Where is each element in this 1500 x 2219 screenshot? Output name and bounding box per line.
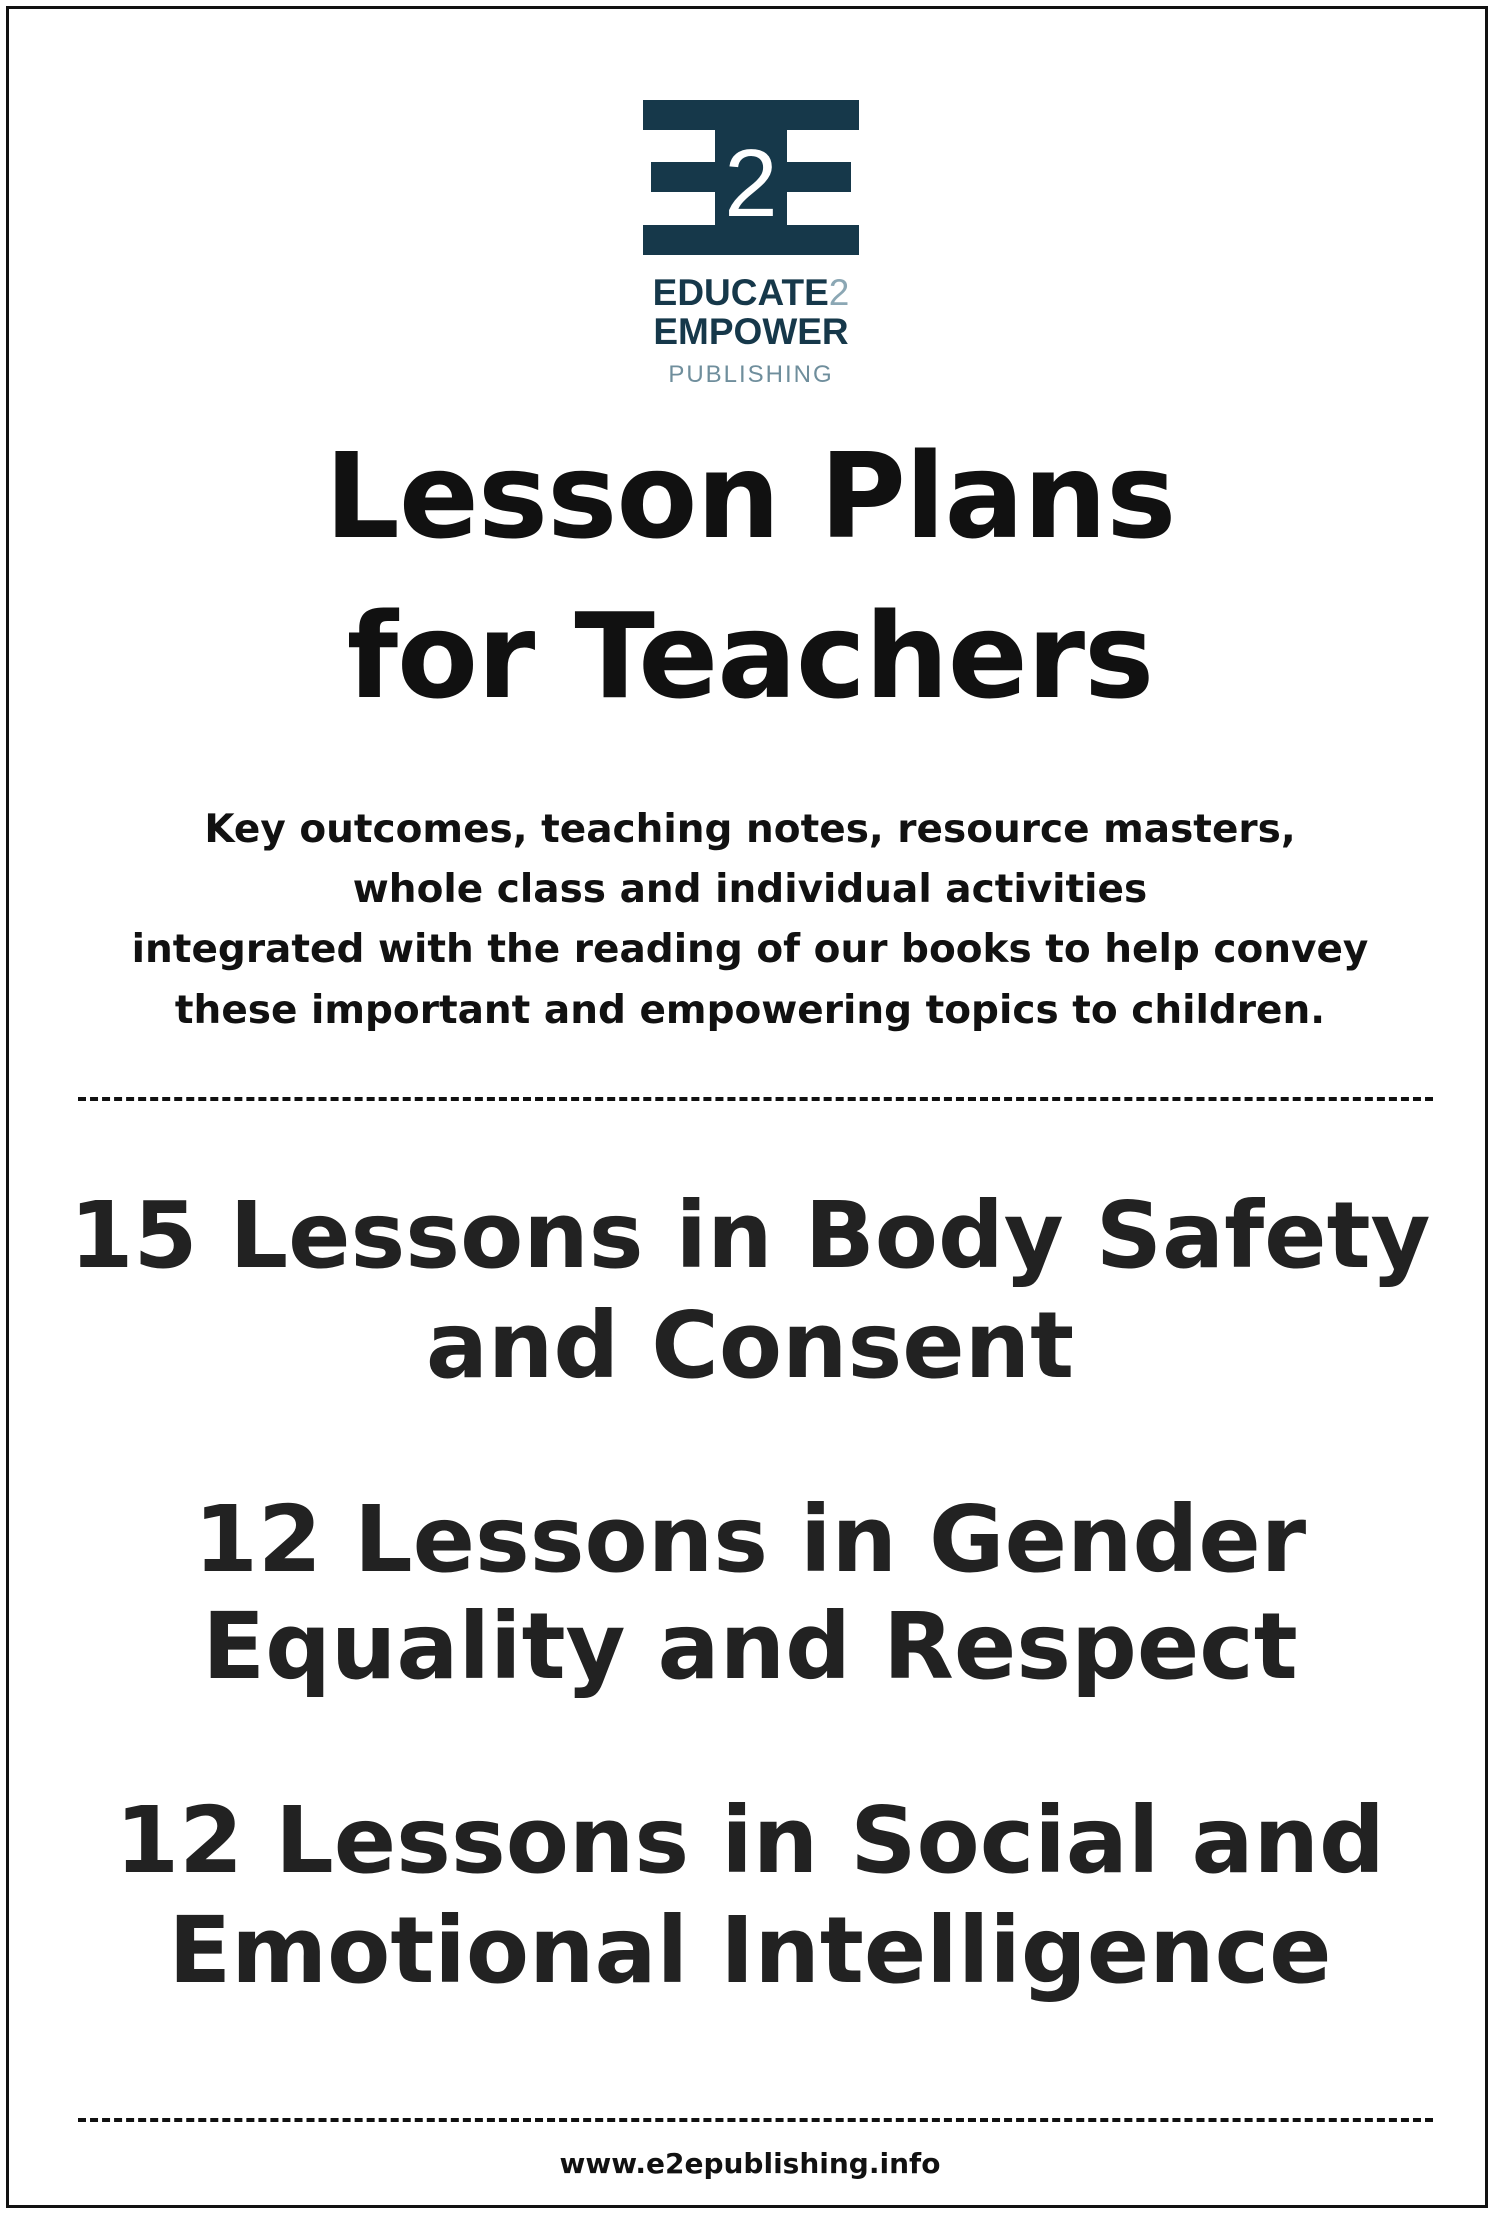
page-title-line1: Lesson Plans <box>324 427 1176 565</box>
page-title-line2: for Teachers <box>346 587 1154 725</box>
logo-educate: EDUCATE <box>652 272 829 313</box>
lesson-set-gender-equality-line1: 12 Lessons in Gender <box>193 1486 1307 1593</box>
dashed-divider-top <box>78 1097 1433 1101</box>
lesson-set-social-emotional-line2: Emotional Intelligence <box>168 1897 1332 2004</box>
e2e-logo-mark <box>643 100 859 255</box>
logo-mark-digit: 2 <box>724 130 778 237</box>
dashed-divider-bottom <box>78 2118 1433 2122</box>
logo-wordmark-line3: PUBLISHING <box>668 361 834 388</box>
lesson-set-gender-equality-line2: Equality and Respect <box>202 1593 1298 1700</box>
description-line-2: whole class and individual activities <box>352 867 1148 912</box>
logo-wordmark-line2: EMPOWER <box>653 311 849 352</box>
description-line-4: these important and empowering topics to children. <box>174 988 1326 1033</box>
description-line-1: Key outcomes, teaching notes, resource masters, <box>204 807 1296 852</box>
lesson-set-body-safety-line1: 15 Lessons in Body Safety <box>69 1182 1431 1289</box>
publisher-logo <box>643 100 859 388</box>
lesson-set-body-safety-line2: and Consent <box>425 1292 1075 1399</box>
logo-wordmark-line1 <box>643 272 859 314</box>
description-line-3: integrated with the reading of our books to help convey <box>131 927 1369 972</box>
lesson-set-social-emotional-line1: 12 Lessons in Social and <box>115 1787 1385 1894</box>
logo-two: 2 <box>828 272 850 313</box>
website-url: www.e2epublishing.info <box>559 2147 941 2180</box>
